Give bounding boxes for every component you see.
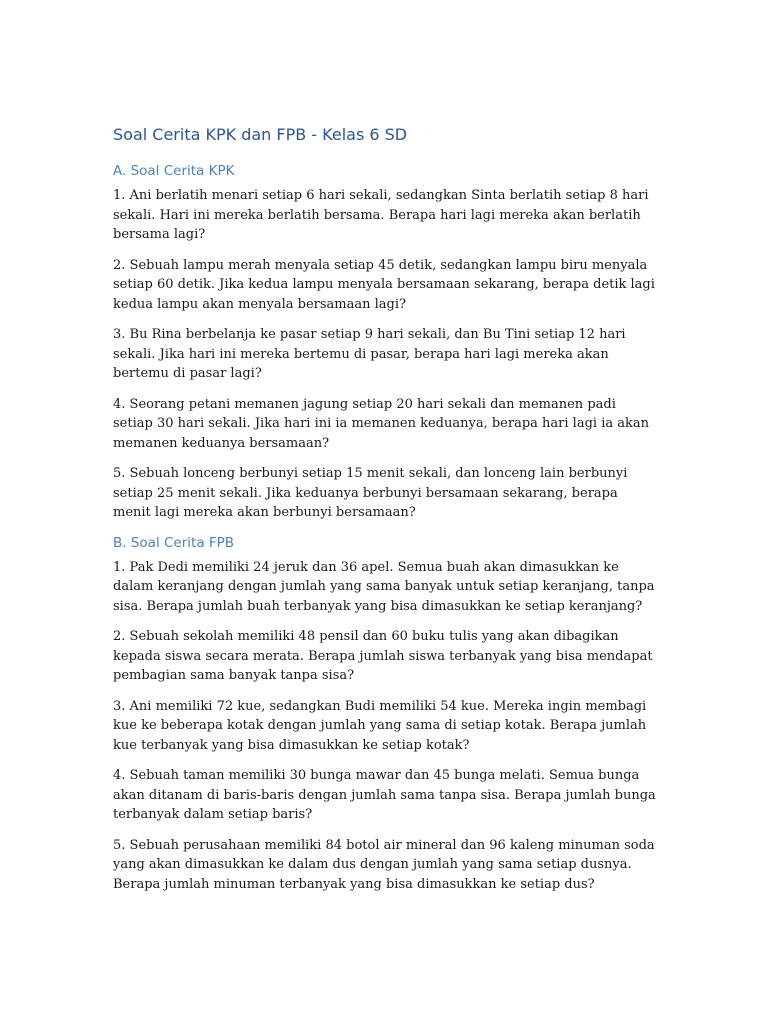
fpb-question-4: 4. Sebuah taman memiliki 30 bunga mawar dan 45 bunga melati. Semua bunga akan ditanam di baris-baris dengan jumlah sama tanpa sisa. Berapa jumlah bunga terbanyak dalam setiap baris? — [113, 768, 656, 822]
fpb-question-2: 2. Sebuah sekolah memiliki 48 pensil dan 60 buku tulis yang akan dibagikan kepada siswa secara merata. Berapa jumlah siswa terbanyak yang bisa mendapat pembagian sama banyak tanpa sisa? — [113, 629, 653, 683]
kpk-question-1: 1. Ani berlatih menari setiap 6 hari sekali, sedangkan Sinta berlatih setiap 8 hari sekali. Hari ini mereka berlatih bersama. Berapa hari lagi mereka akan berlatih bersama lagi? — [113, 188, 649, 242]
section-heading-fpb: B. Soal Cerita FPB — [113, 534, 235, 551]
fpb-question-1: 1. Pak Dedi memiliki 24 jeruk dan 36 apel. Semua buah akan dimasukkan ke dalam keranjang dengan jumlah yang sama banyak untuk setiap keranjang, tanpa sisa. Berapa jumlah buah terbanyak yang bisa dimasukkan ke setiap keranjang? — [113, 559, 655, 614]
fpb-question-3: 3. Ani memiliki 72 kue, sedangkan Budi memiliki 54 kue. Mereka ingin membagi kue ke beberapa kotak dengan jumlah yang sama di setiap kotak. Berapa jumlah kue terbanyak yang bisa dimasukkan ke setiap kotak? — [113, 698, 647, 753]
kpk-question-3: 3. Bu Rina berbelanja ke pasar setiap 9 hari sekali, dan Bu Tini setiap 12 hari sekali. Jika hari ini mereka bertemu di pasar, berapa hari lagi mereka akan bertemu di pasar lagi? — [113, 327, 626, 381]
fpb-question-5: 5. Sebuah perusahaan memiliki 84 botol air mineral dan 96 kaleng minuman soda yang akan dimasukkan ke dalam dus dengan jumlah yang sama setiap dusnya. Berapa jumlah minuman terbanyak yang bisa dimasukkan ke setiap dus? — [113, 837, 655, 892]
document-title: Soal Cerita KPK dan FPB - Kelas 6 SD — [113, 125, 408, 144]
section-fpb — [113, 534, 658, 895]
document-page — [113, 125, 658, 905]
kpk-question-2: 2. Sebuah lampu merah menyala setiap 45 detik, sedangkan lampu biru menyala setiap 60 detik. Jika kedua lampu menyala bersamaan sekarang, berapa detik lagi kedua lampu akan menyala bersamaan lagi? — [113, 257, 655, 312]
section-kpk — [113, 162, 658, 523]
kpk-question-4: 4. Seorang petani memanen jagung setiap 20 hari sekali dan memanen padi setiap 30 hari sekali. Jika hari ini ia memanen keduanya, berapa hari lagi ia akan memanen keduanya bersamaan? — [113, 396, 649, 451]
kpk-question-5: 5. Sebuah lonceng berbunyi setiap 15 menit sekali, dan lonceng lain berbunyi setiap 25 menit sekali. Jika keduanya berbunyi bersamaan sekarang, berapa menit lagi mereka akan berbunyi bersamaan? — [113, 466, 628, 520]
section-heading-kpk: A. Soal Cerita KPK — [113, 163, 235, 179]
